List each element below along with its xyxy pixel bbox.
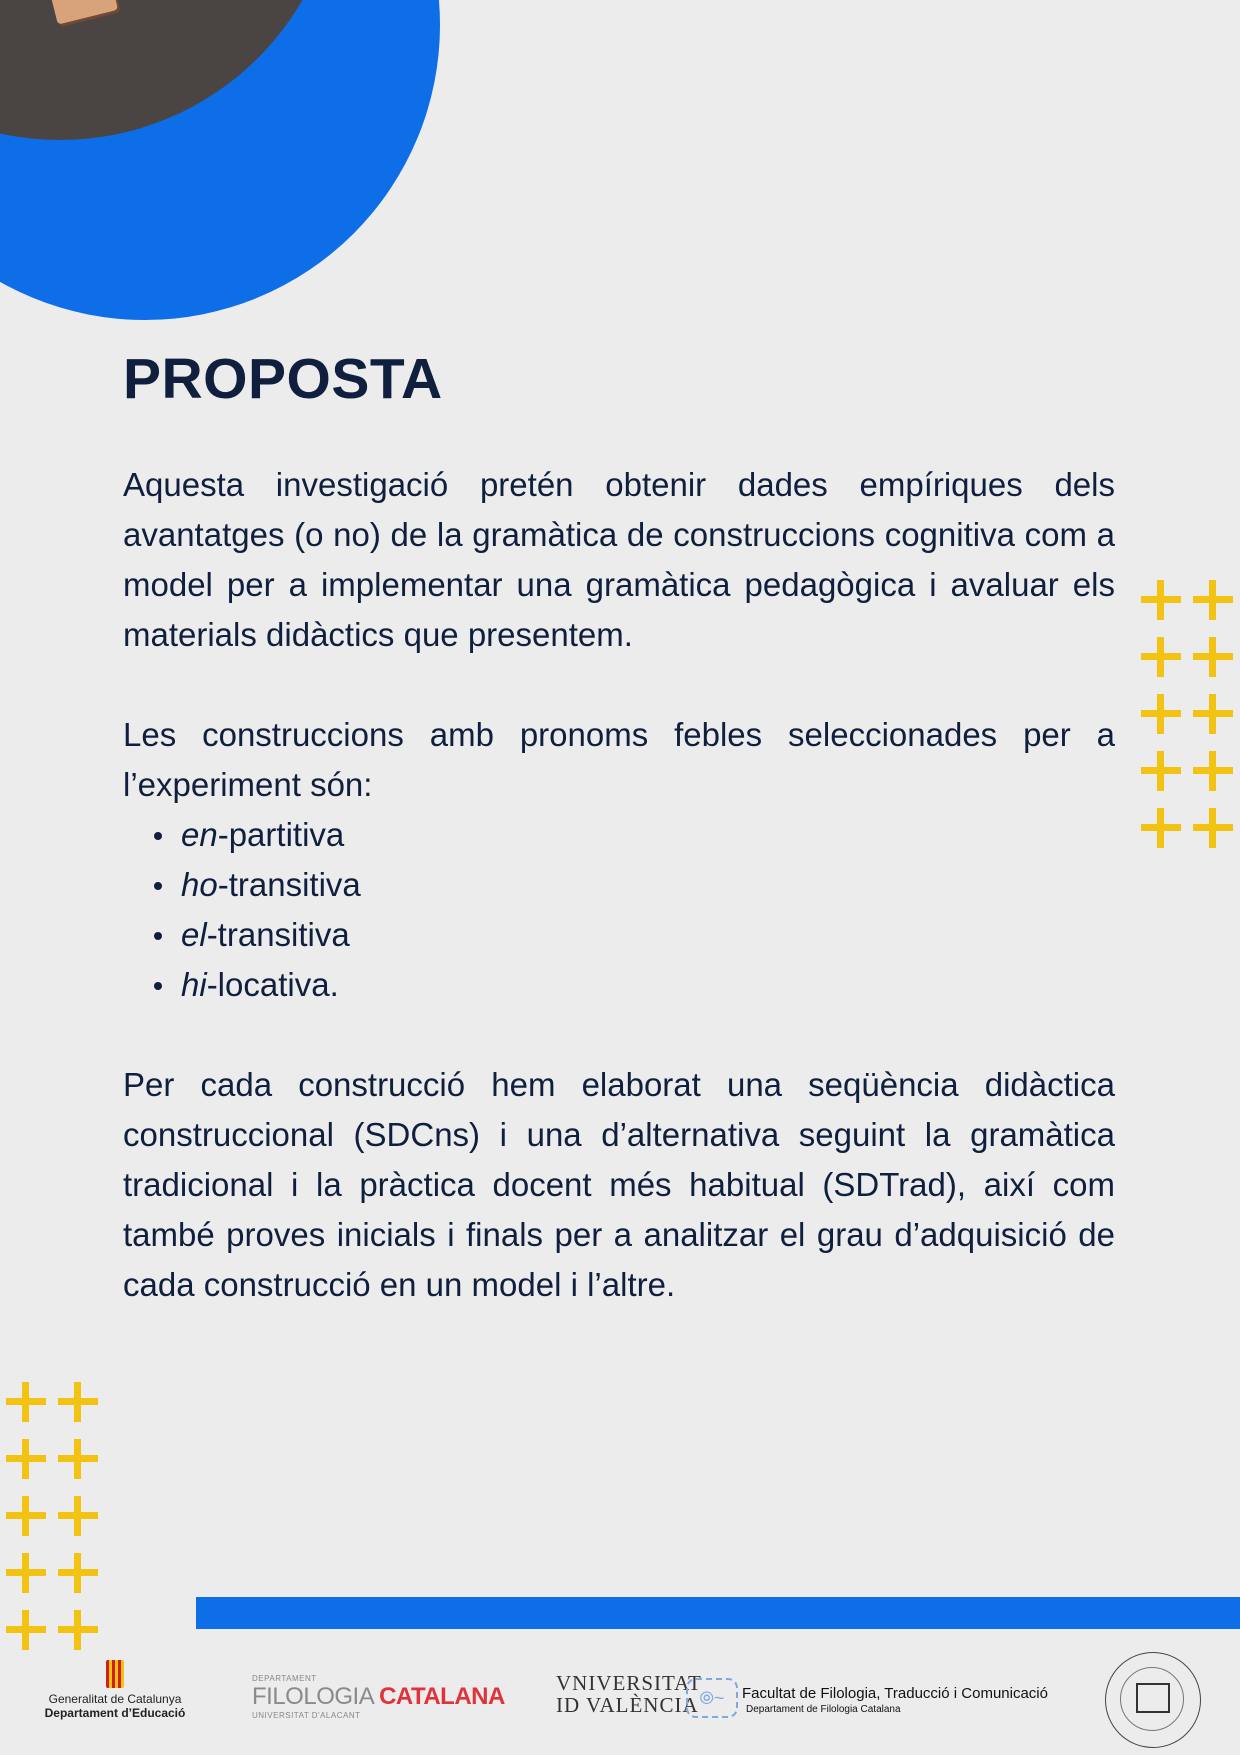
plus-icon xyxy=(1193,580,1233,620)
plus-icon xyxy=(1141,580,1181,620)
page-title: PROPOSTA xyxy=(123,347,443,411)
filologia-catalana-logo xyxy=(252,1674,505,1720)
plus-icon xyxy=(1141,637,1181,677)
book-icon xyxy=(1136,1683,1170,1713)
plus-icon xyxy=(1193,808,1233,848)
paragraph-constructions: Les construccions amb pronoms febles seleccionades per a l’experiment són: xyxy=(123,716,1115,803)
plus-icon xyxy=(1141,751,1181,791)
plus-icon xyxy=(58,1553,98,1593)
footer-accent-bar xyxy=(196,1597,1240,1629)
plus-icon xyxy=(6,1439,46,1479)
constructions-list xyxy=(123,810,1115,1010)
plus-icon xyxy=(58,1496,98,1536)
list-item: hi-locativa. xyxy=(181,960,1115,1010)
scrabble-magnifier-photo xyxy=(0,0,340,140)
catalana-word: CATALANA xyxy=(379,1683,505,1710)
list-item: ho-transitiva xyxy=(181,860,1115,910)
gencat-logo xyxy=(30,1660,200,1720)
decorative-circle xyxy=(0,0,440,320)
paragraph-intro: Aquesta investigació pretén obtenir dades empíriques dels avantatges (o no) de la gramàtica de construccions cognitiva com a model per a implementar una gramàtica pedagògica i avaluar els materials didàctics que presentem. xyxy=(123,466,1115,653)
faculty-logo xyxy=(742,1686,1048,1718)
plus-icon xyxy=(1141,694,1181,734)
plus-icon xyxy=(6,1382,46,1422)
filologia-dept-label: DEPARTAMENT xyxy=(252,1674,317,1683)
plus-icon xyxy=(6,1496,46,1536)
plus-icon xyxy=(6,1610,46,1650)
faculty-department: Departament de Filologia Catalana xyxy=(746,1704,901,1715)
plus-pattern-right xyxy=(1141,580,1240,865)
main-content xyxy=(123,460,1115,1310)
gencat-department: Departament d’Educació xyxy=(44,1706,186,1720)
plus-icon xyxy=(1193,637,1233,677)
uv-line2: ID VALÈNCIA xyxy=(556,1693,699,1717)
faculty-emblem-icon: ⦾~ xyxy=(686,1678,738,1718)
filologia-university: UNIVERSITAT D'ALACANT xyxy=(252,1711,361,1720)
gencat-name: Generalitat de Catalunya xyxy=(48,1692,182,1706)
uv-line1: VNIVERSITAT xyxy=(556,1671,702,1695)
institute-seal-icon xyxy=(1105,1652,1201,1748)
plus-icon xyxy=(1193,751,1233,791)
footer-logos xyxy=(0,1650,1240,1755)
plus-icon xyxy=(1193,694,1233,734)
list-item: en-partitiva xyxy=(181,810,1115,860)
letter-tile xyxy=(44,0,118,25)
plus-icon xyxy=(58,1610,98,1650)
plus-icon xyxy=(6,1553,46,1593)
paragraph-method: Per cada construcció hem elaborat una seqüència didàctica construccional (SDCns) i una d’alternativa seguint la gramàtica tradicional i la pràctica docent més habitual (SDTrad), així com també proves inicials i finals per a analitzar el grau d’adquisició de cada construcció en un model i l’altre. xyxy=(123,1066,1115,1303)
senyera-icon xyxy=(106,1660,124,1688)
faculty-name: Facultat de Filologia, Traducció i Comunicació xyxy=(742,1685,1048,1702)
filologia-word: FILOLOGIA xyxy=(252,1683,373,1710)
plus-icon xyxy=(58,1439,98,1479)
list-item: el-transitiva xyxy=(181,910,1115,960)
universitat-valencia-logo xyxy=(556,1672,702,1716)
plus-icon xyxy=(1141,808,1181,848)
plus-icon xyxy=(58,1382,98,1422)
plus-pattern-left xyxy=(6,1382,110,1667)
